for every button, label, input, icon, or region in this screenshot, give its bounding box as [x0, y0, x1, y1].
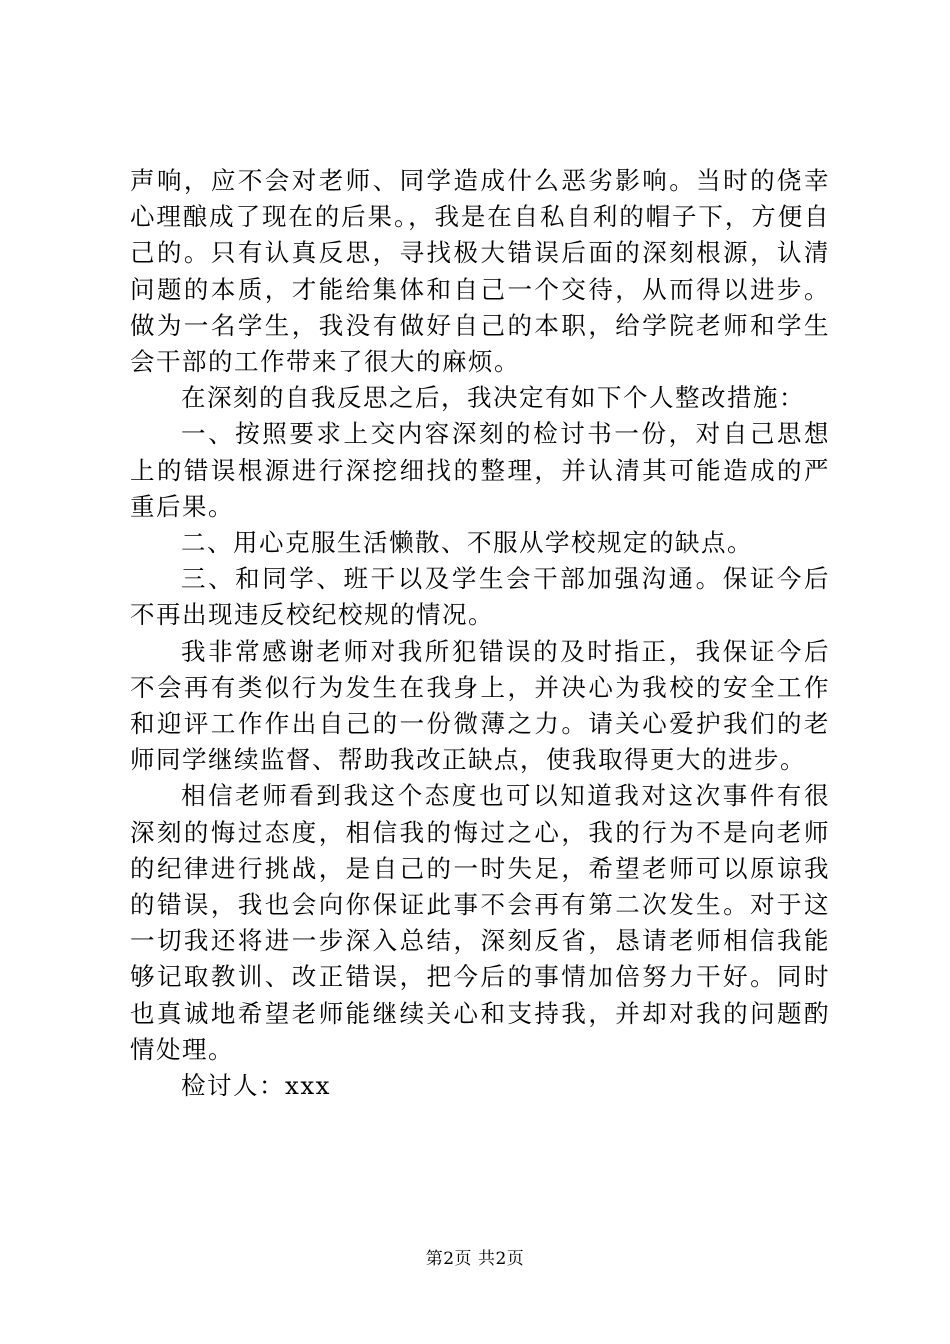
signature-line: 检讨人：xxx	[181, 1071, 331, 1101]
paragraph-measure-2: 二、用心克服生活懒散、不服从学校规定的缺点。	[181, 528, 753, 558]
paragraph-measure-1: 一、按照要求上交内容深刻的检讨书一份，对自己思想上的错误根源进行深挖细找的整理，并认清其可能造成的严重后果。	[130, 419, 830, 521]
paragraph-apology: 相信老师看到我这个态度也可以知道我对这次事件有很深刻的悔过态度，相信我的悔过之心，我的行为不是向老师的纪律进行挑战，是自己的一时失足，希望老师可以原谅我的错误，我也会向你保证此事不会再有第二次发生。对于这一切我还将进一步深入总结，深刻反省，恳请老师相信我能够记取教训、改正错误，把今后的事情加倍努力干好。同时也真诚地希望老师能继续关心和支持我，并却对我的问题酌情处理。	[130, 781, 830, 1064]
paragraph-measure-3: 三、和同学、班干以及学生会干部加强沟通。保证今后不再出现违反校纪校规的情况。	[130, 564, 830, 630]
page-number-footer: 第2页 共2页	[425, 1249, 525, 1269]
paragraph-thanks: 我非常感谢老师对我所犯错误的及时指正，我保证今后不会再有类似行为发生在我身上，并决心为我校的安全工作和迎评工作作出自己的一份微薄之力。请关心爱护我们的老师同学继续监督、帮助我改正缺点，使我取得更大的进步。	[130, 636, 830, 775]
paragraph-reflection-intro: 在深刻的自我反思之后，我决定有如下个人整改措施：	[181, 383, 805, 413]
document-body	[130, 163, 830, 1104]
paragraph-continued-text: 声响，应不会对老师、同学造成什么恶劣影响。当时的侥幸心理酿成了现在的后果。，我是在自私自利的帽子下，方便自己的。只有认真反思，寻找极大错误后面的深刻根源，认清问题的本质，才能给集体和自己一个交待，从而得以进步。做为一名学生，我没有做好自己的本职，给学院老师和学生会干部的工作带来了很大的麻烦。	[130, 166, 830, 377]
